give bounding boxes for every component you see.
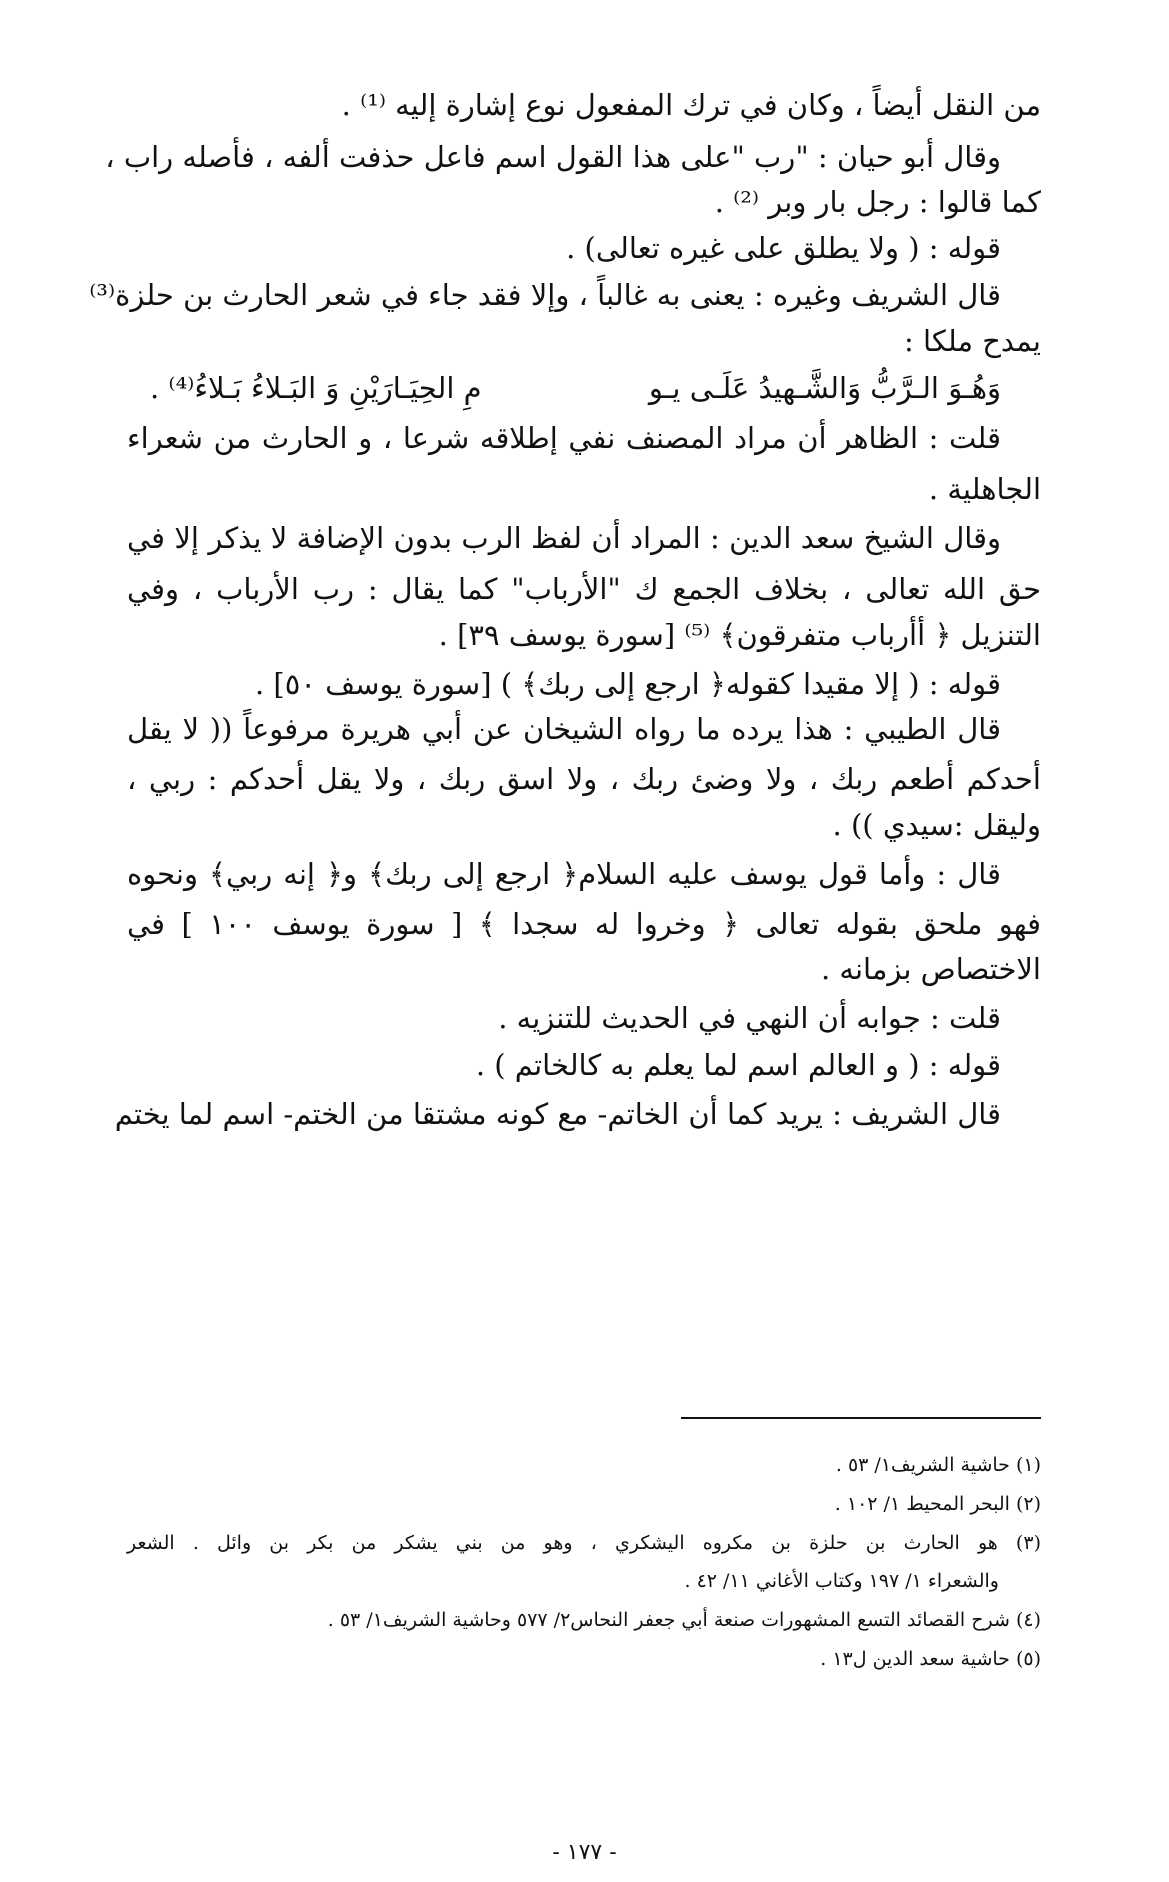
text-line: الجاهلية .	[928, 472, 1041, 506]
text-line: أحدكم أطعم ربك ، ولا وضئ ربك ، ولا اسق ربك ، ولا يقل أحدكم : ربي ،	[127, 762, 1041, 796]
text-line: وليقل :سيدي )) .	[832, 808, 1041, 842]
footnote: (٤) شرح القصائد التسع المشهورات صنعة أبي جعفر النحاس٢/ ٥٧٧ وحاشية الشريف١/ ٥٣ .	[327, 1609, 1041, 1631]
footnote: والشعراء ١/ ١٩٧ وكتاب الأغاني ١١/ ٤٢ .	[684, 1570, 999, 1592]
footnote: (٥) حاشية سعد الدين ل١٣ .	[820, 1648, 1041, 1670]
text-line: قال الطيبي : هذا يرده ما رواه الشيخان عن أبي هريرة مرفوعاً (( لا يقل	[127, 712, 1001, 746]
text-line: قلت : جوابه أن النهي في الحديث للتنزيه .	[498, 1001, 1001, 1035]
text-line: قوله : ( ولا يطلق على غيره تعالى) .	[566, 231, 1001, 265]
poem-left-hemistich: مِ الحِيَـارَيْنِ وَ البَـلاءُ بَـلاءُ⁽⁴⁾ .	[150, 371, 482, 405]
page-number: - ١٧٧ -	[552, 1840, 617, 1865]
text-line: الاختصاص بزمانه .	[820, 952, 1041, 986]
text-line: قال : وأما قول يوسف عليه السلام﴿ ارجع إلى ربك﴾ و﴿ إنه ربي﴾ ونحوه	[127, 857, 1001, 891]
text-line: التنزيل ﴿ أأرباب متفرقون﴾ ⁽⁵⁾ [سورة يوسف ٣٩] .	[438, 618, 1041, 652]
footnote: (٣) هو الحارث بن حلزة بن مكروه اليشكري ، وهو من بني يشكر من بكر بن وائل . الشعر	[127, 1532, 1041, 1554]
text-line: فهو ملحق بقوله تعالى ﴿ وخروا له سجدا ﴾ [ سورة يوسف ١٠٠ ] في	[127, 907, 1041, 941]
footnote: (١) حاشية الشريف١/ ٥٣ .	[835, 1454, 1041, 1476]
text-line: قوله : ( و العالم اسم لما يعلم به كالخاتم ) .	[475, 1048, 1001, 1082]
text-line: وقال أبو حيان : "رب "على هذا القول اسم فاعل حذفت ألفه ، فأصله راب ،	[105, 140, 1001, 174]
footnote-separator	[681, 1417, 1041, 1419]
text-line: قلت : الظاهر أن مراد المصنف نفي إطلاقه شرعا ، و الحارث من شعراء	[127, 421, 1001, 455]
text-line: قال الشريف : يريد كما أن الخاتم- مع كونه مشتقا من الختم- اسم لما يختم	[114, 1097, 1001, 1131]
text-line: كما قالوا : رجل بار وبر ⁽²⁾ .	[714, 185, 1041, 219]
text-line: حق الله تعالى ، بخلاف الجمع ك "الأرباب" كما يقال : رب الأرباب ، وفي	[127, 572, 1041, 606]
footnote: (٢) البحر المحيط ١/ ١٠٢ .	[834, 1493, 1041, 1515]
text-line: من النقل أيضاً ، وكان في ترك المفعول نوع إشارة إليه ⁽¹⁾ .	[341, 88, 1041, 122]
text-line: قال الشريف وغيره : يعنى به غالباً ، وإلا فقد جاء في شعر الحارث بن حلزة⁽³⁾	[89, 278, 1001, 312]
text-line: وقال الشيخ سعد الدين : المراد أن لفظ الرب بدون الإضافة لا يذكر إلا في	[127, 521, 1001, 555]
poem-right-hemistich: وَهُـوَ الـرَّبُّ وَالشَّـهيدُ عَلَـى يـو	[648, 371, 1001, 405]
text-line: يمدح ملكا :	[904, 324, 1041, 358]
text-line: قوله : ( إلا مقيدا كقوله﴿ ارجع إلى ربك﴾ ) [سورة يوسف ٥٠] .	[255, 667, 1001, 701]
